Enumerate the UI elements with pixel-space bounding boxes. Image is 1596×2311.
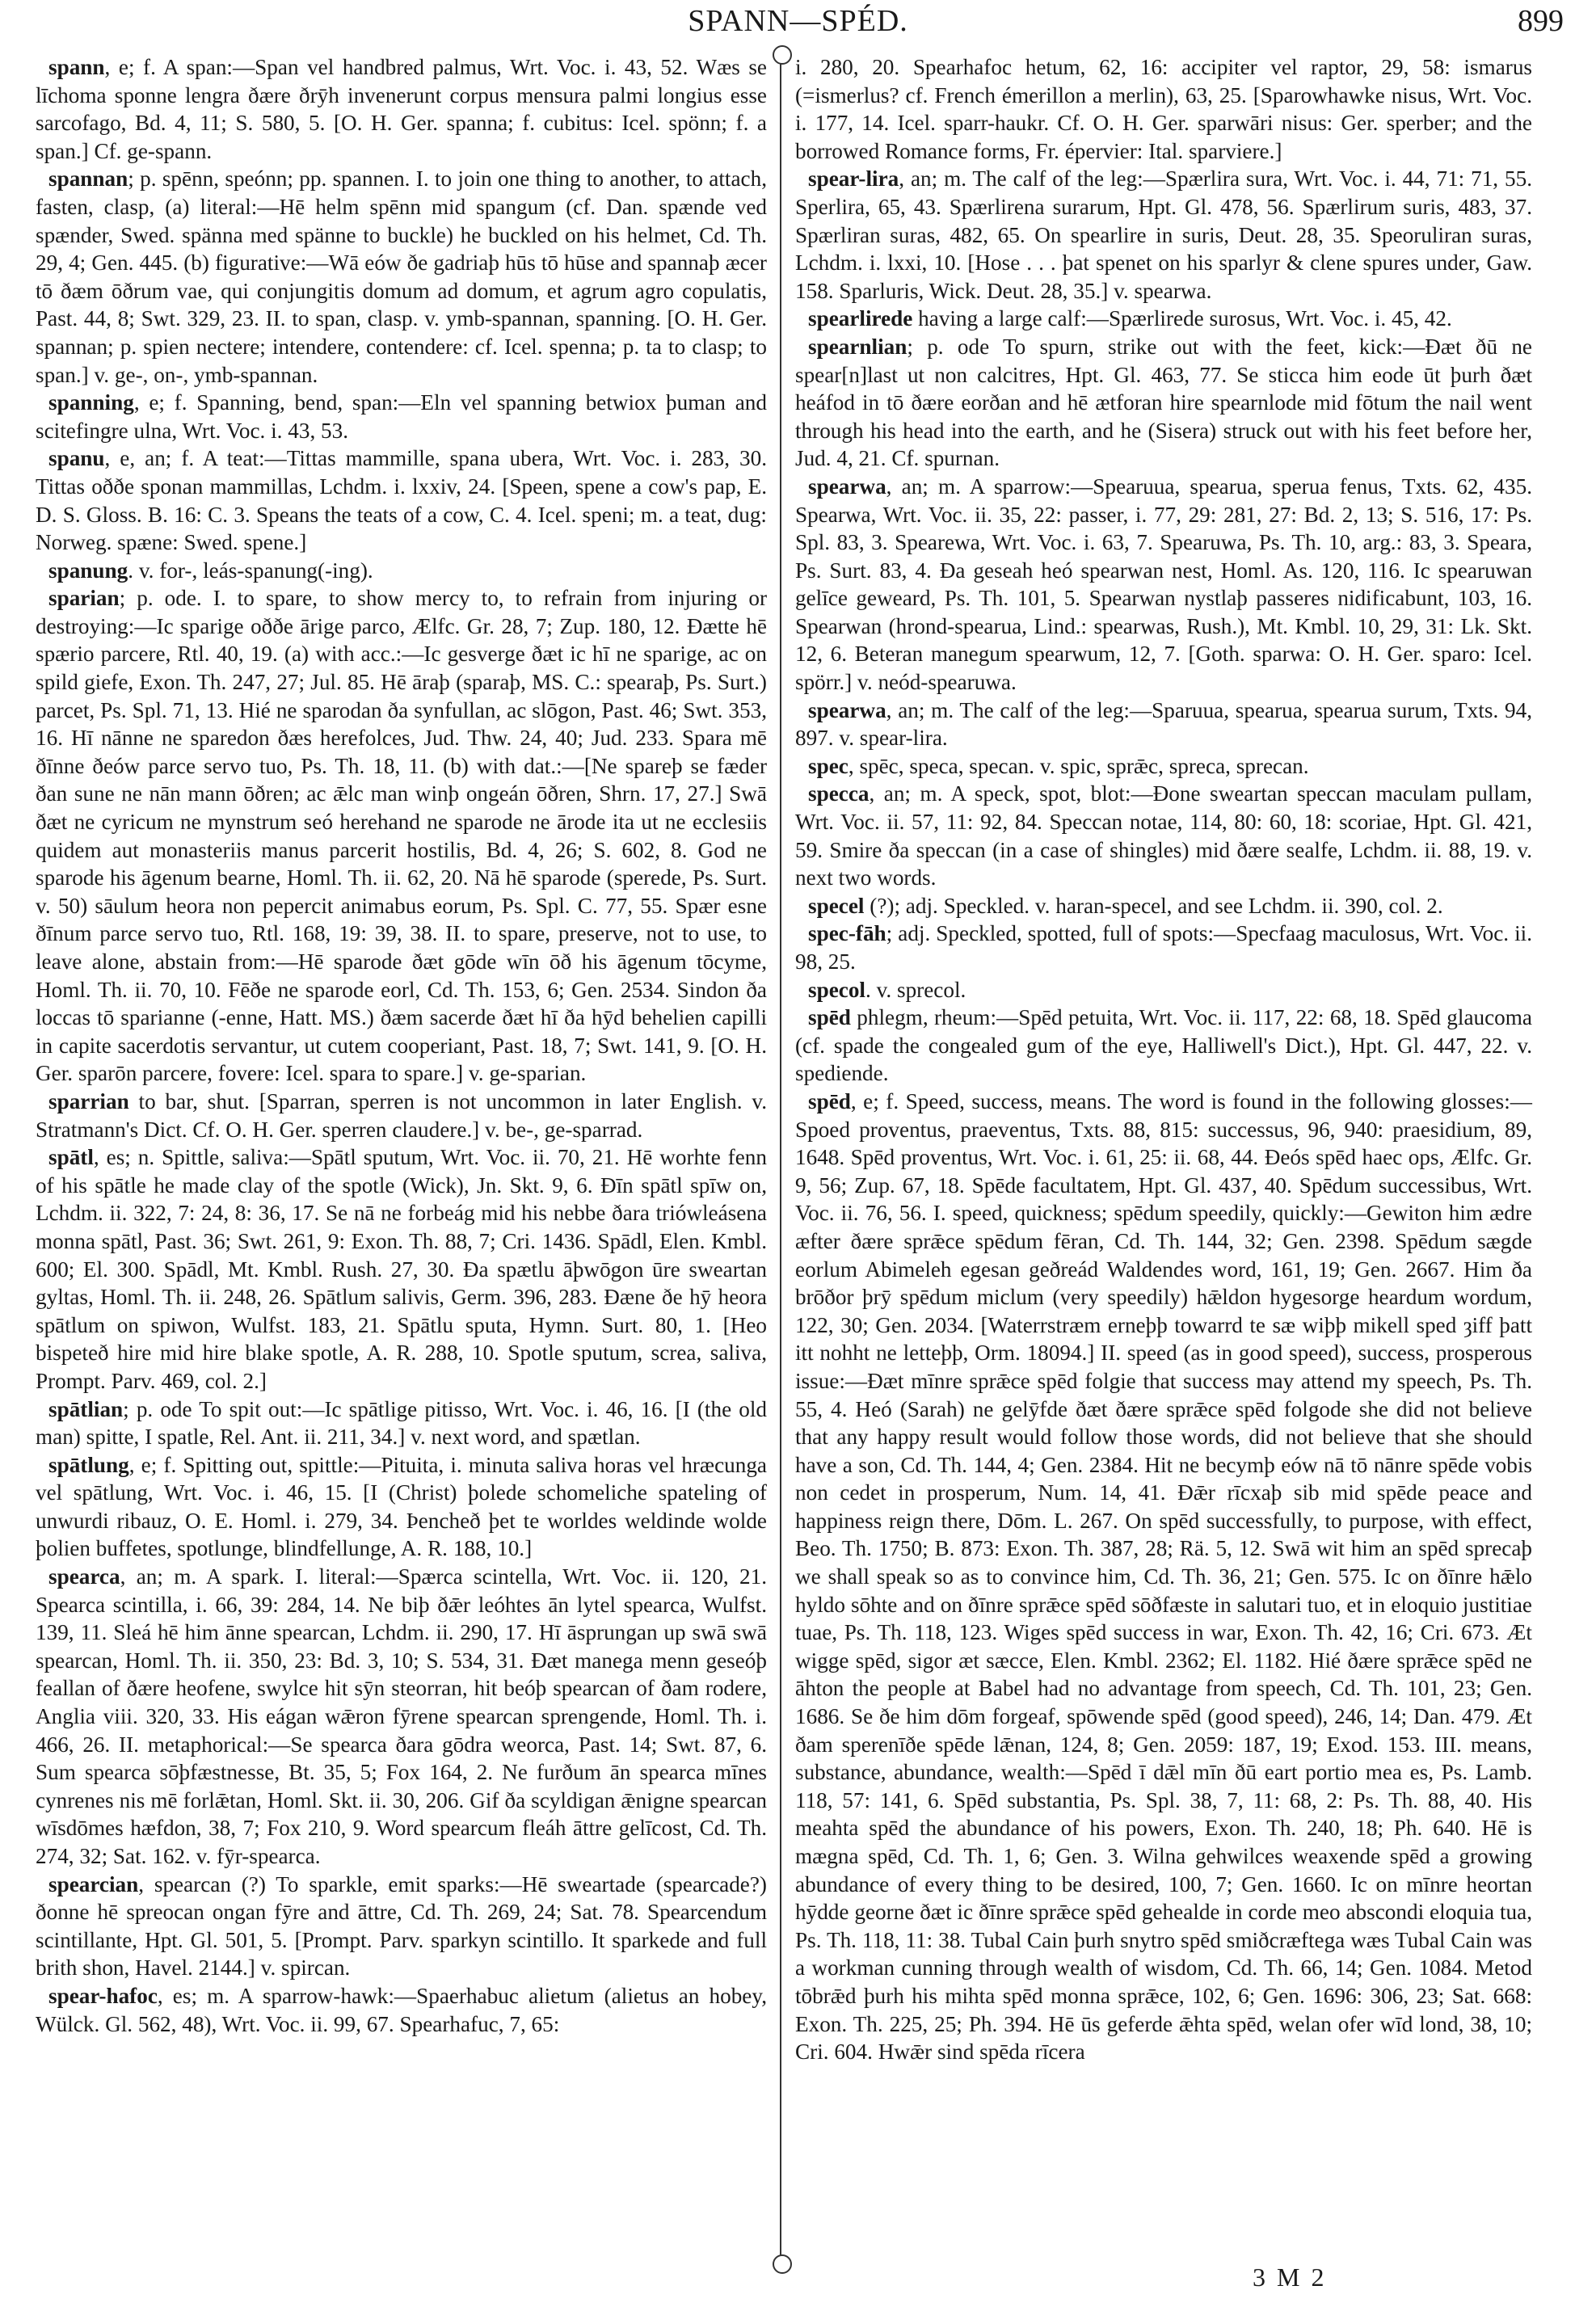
dictionary-entry	[795, 333, 1532, 473]
headword: spear-hafoc	[48, 1983, 158, 2008]
dictionary-entry	[36, 1982, 767, 2038]
headword: spearlirede	[808, 306, 913, 331]
headword: spanning	[48, 390, 134, 415]
entry-body: (?); adj. Speckled. v. haran-specel, and see Lchdm. ii. 390, col. 2.	[864, 893, 1443, 918]
headword: spātlian	[48, 1396, 124, 1421]
dictionary-entry	[36, 1143, 767, 1395]
entry-body: , an; m. A sparrow:—Spearuua, spearua, sperua fenus, Txts. 62, 435. Spearwa, Wrt. Voc. ii. 35, 22: passer, i. 77, 29: 281, 27: Bd. 2, 13; S. 516, 17: Ps. Spl. 83, 3. Spearewa, Wrt. Voc. i. 63, 7. Spearuwa, Ps. Th. 10, arg.: 83, 3. Speara, Ps. Surt. 83, 4. Ða geseah heó spearwan nest, Homl. As. 120, 116. Ic spearuwan gelīce geweard, Ps. Th. 101, 5. Spearwan nystlaþ passeres nidificabunt, 103, 16. Spearwan (hrond-spearua, Lind.: spearwas, Rush.), Mt. Kmbl. 10, 29, 31: Lk. Skt. 12, 6. Beteran manegum spearwum, 12, 7. [Goth. sparwa: O. H. Ger. sparo: Icel. spörr.] v. neód-spearuwa.	[795, 474, 1532, 695]
headword: sparrian	[48, 1088, 129, 1113]
headword: specel	[808, 893, 865, 918]
dictionary-entry	[36, 1088, 767, 1143]
headword: spanung	[48, 558, 128, 583]
dictionary-entry	[795, 1088, 1532, 2066]
entry-body: ; p. ode To spurn, strike out with the feet, kick:—Ðæt ðū ne spear[n]last ut non calcitres, Hpt. Gl. 463, 77. Se sticca him eode ūt þurh ðæt heáfod in tō ðære eorðan and hē ætforan hire spearnlode mid fōtum the nail went through his head into the earth, and he (Sisera) struck out with his feet before her, Jud. 4, 21. Cf. spurnan.	[795, 334, 1532, 471]
entry-body: , an; m. The calf of the leg:—Spærlira sura, Wrt. Voc. i. 44, 71: 71, 55. Sperlira, 65, 43. Spærlirena surarum, Hpt. Gl. 478, 56. Spærlirum suris, 483, 37. Spærliran suras, 482, 65. On spearlire in suris, Deut. 28, 35. Speoruliran suras, Lchdm. i. lxxi, 10. [Hose . . . þat spenet on his sparlyr & clene spures under, Gaw. 158. Sparluris, Wick. Deut. 28, 35.] v. spearwa.	[795, 166, 1532, 303]
entry-body: , spēc, speca, specan. v. spic, sprǣc, spreca, sprecan.	[848, 753, 1309, 778]
entry-body: , e, an; f. A teat:—Tittas mammille, spana ubera, Wrt. Voc. i. 283, 30. Tittas oððe sponan mammillas, Lchdm. i. lxxiv, 24. [Speen, spene a cow's pap, E. D. S. Gloss. B. 16: C. 3. Speans the teats of a cow, C. 4. Icel. speni; m. a teat, dug: Norweg. spæne: Swed. spene.]	[36, 446, 767, 555]
headword: spātlung	[48, 1452, 129, 1477]
dictionary-entry	[36, 53, 767, 165]
column-divider	[780, 57, 781, 2271]
headword: spearnlian	[808, 334, 907, 359]
dictionary-entry	[795, 976, 1532, 1004]
entry-body: , an; m. A spark. I. literal:—Spærca scintella, Wrt. Voc. ii. 120, 21. Spearca scintilla, i. 66, 39: 284, 14. Ne biþ ðǣr leóhtes ān lytel spearca, Wulfst. 139, 11. Sleá hē him ānne spearcan, Lchdm. ii. 290, 17. Hī āsprungan up swā swā spearcan, Homl. Th. ii. 350, 23: Bd. 3, 10; S. 534, 31. Ðæt manega menn geseóþ feallan of ðære heofene, swylce hit sȳn steorran, hit beóþ spearcan of ðam rodere, Anglia viii. 320, 33. His eágan wǣron fȳrene spearcan sprengende, Homl. Th. i. 466, 26. II. metaphorical:—Se spearca ðara gōdra weorca, Past. 14; Swt. 87, 6. Sum spearca sōþfæstnesse, Bt. 35, 5; Fox 164, 2. Ne furðum ān spearca mīnes cynrenes nis mē forlǣtan, Homl. Skt. ii. 30, 206. Gif ða scyldigan ǣnigne spearcan wīsdōmes hæfdon, 38, 7; Fox 210, 9. Word spearcum fleáh āttre gelīcost, Cd. Th. 274, 32; Sat. 162. v. fȳr-spearca.	[36, 1564, 767, 1868]
headword: spēd	[808, 1088, 851, 1113]
page-number: 899	[1518, 4, 1564, 38]
dictionary-entry	[795, 892, 1532, 920]
entry-body: , e; f. Spanning, bend, span:—Eln vel spanning betwiox þuman and scitefingre ulna, Wrt. Voc. i. 43, 53.	[36, 390, 767, 443]
right-column	[795, 53, 1532, 2066]
headword: spearwa	[808, 474, 886, 499]
headword: spēd	[808, 1005, 851, 1030]
entry-body: , e; f. A span:—Span vel handbred palmus, Wrt. Voc. i. 43, 52. Wæs se līchoma sponne lengra ðære ðrȳh invenerunt corpus mensura palmi longius esse sarcofago, Bd. 4, 11; S. 580, 5. [O. H. Ger. spanna; f. cubitus: Icel. spönn; f. a span.] Cf. ge-spann.	[36, 55, 767, 163]
dictionary-entry	[795, 165, 1532, 305]
headword: spann	[48, 55, 105, 79]
dictionary-entry	[795, 53, 1532, 165]
entry-body: ; p. ode To spit out:—Ic spātlige pitisso, Wrt. Voc. i. 46, 16. [I (the old man) spitte, I spatle, Rel. Ant. ii. 211, 34.] v. next word, and spætlan.	[36, 1396, 767, 1450]
dictionary-entry	[36, 557, 767, 585]
entry-body: , e; f. Speed, success, means. The word is found in the following glosses:—Spoed proventus, praeventus, Txts. 88, 815: successus, 96, 940: praesidium, 89, 1648. Spēd proventus, Wrt. Voc. i. 61, 25: ii. 68, 44. Ðeós spēd haec ops, Ælfc. Gr. 9, 56; Zup. 67, 18. Spēde facultatem, Hpt. Gl. 437, 40. Spēdum successibus, Wrt. Voc. ii. 76, 56. I. speed, quickness; spēdum speedily, quickly:—Gewiton him ædre æfter ðære sprǣce spēdum fēran, Cd. Th. 144, 32; Gen. 2398. Spēdum sægde eorlum Abimeleh egesan geðreád Waldendes word, 161, 19; Gen. 2667. Him ða brōðor þrȳ spēdum miclum (very speedily) hǣldon hygesorge heardum wordum, 122, 30; Gen. 2034. [Waterrstræm erneþþ towarrd te sæ wiþþ mikell sped ȝiff þatt itt nohht ne letteþþ, Orm. 18094.] II. speed (as in good speed), success, prosperous issue:—Ðæt mīnre sprǣce spēd folgie that success may attend my speech, Ps. Th. 55, 4. Heó (Sarah) ne gelȳfde ðæt ðære sprǣce spēd folgode she did not believe that any happy result would follow those words, did not believe that she should have a son, Cd. Th. 144, 4; Gen. 2384. Hit ne becymþ eów nā tō nānre spēde vobis non cedet in prosperum, Num. 14, 41. Ðǣr rīcxaþ sib mid spēde peace and happiness reign there, Dōm. L. 267. On spēd successfully, to purpose, with effect, Beo. Th. 1750; B. 873: Exon. Th. 387, 28; Rä. 5, 12. Swā wit him an spēd sprecaþ we shall speak so as to convince him, Cd. Th. 36, 21; Gen. 575. Ic on ðīnre hǣlo hyldo sōhte and on ðīnre sprǣce spēd sōðfæste in salutari tuo, et in eloquio justitiae tuae, Ps. Th. 118, 123. Wiges spēd success in war, Exon. Th. 42, 16; Cri. 673. Æt wigge spēd, sigor æt sæcce, Elen. Kmbl. 2362; El. 1182. Hié ðære sprǣce spēd ne āhton the people at Babel had no advantage from speech, Cd. Th. 101, 23; Gen. 1686. Se ðe him dōm forgeaf, spōwende spēd (good speed), 246, 14; Dan. 479. Æt ðam sperenīðe spēde lǣnan, 124, 8; Gen. 2059: 187, 19; Exod. 153. III. means, substance, abundance, wealth:—Spēd ī dǣl mīn ðū eart portio mea es, Ps. Lamb. 118, 57: 141, 6. Spēd substantia, Ps. Spl. 38, 7, 11: 68, 2: Ps. Th. 88, 40. His meahta spēd the abundance of his powers, Exon. Th. 240, 18; Ph. 640. Hē is mægna spēd, Cd. Th. 1, 6; Gen. 3. Wilna gehwilces weaxende spēd a growing abundance of every thing to be desired, 100, 7; Gen. 1660. Ic on mīnre heortan hȳdde georne ðæt ic ðīnre sprǣce spēd gehealde in corde meo abscondi eloquia tua, Ps. Th. 118, 11: 38. Tubal Cain þurh snytro spēd smiðcræftega wæs Tubal Cain was a workman cunning through wealth of wisdom, Cd. Th. 66, 14; Gen. 1084. Metod tōbrǣd þurh his mihta spēd monna sprǣce, 102, 6; Gen. 1696: 306, 23; Sat. 668: Exon. Th. 225, 25; Ph. 394. Hē ūs geferde ǣhta spēd, welan ofer wīd lond, 38, 10; Cri. 604. Hwǣr sind spēda rīcera	[795, 1088, 1532, 2065]
headword: specca	[808, 781, 870, 806]
headword: spearcian	[48, 1871, 139, 1896]
dictionary-entry	[36, 165, 767, 389]
dictionary-entry	[795, 752, 1532, 781]
headword: sparian	[48, 586, 120, 611]
headword: spear-lira	[808, 166, 899, 192]
left-column	[36, 53, 767, 2038]
signature-mark: 3 M 2	[1253, 2263, 1327, 2292]
dictionary-entry	[795, 920, 1532, 975]
dictionary-entry	[36, 389, 767, 444]
headword: spanu	[48, 446, 105, 471]
entry-body: , spearcan (?) To sparkle, emit sparks:—Hē sweartade (spearcade?) ðonne hē spreocan ongan fȳre and āttre, Cd. Th. 269, 24; Sat. 78. Spearcendum scintillante, Hpt. Gl. 501, 5. [Prompt. Parv. sparkyn scintillo. It sparkede and full brith shon, Havel. 2144.] v. spircan.	[36, 1871, 767, 1981]
headword: spec	[808, 753, 849, 778]
entry-body: phlegm, rheum:—Spēd petuita, Wrt. Voc. ii. 117, 22: 68, 18. Spēd glaucoma (cf. spade the congealed gum of the eye, Halliwell's Dict.), Hpt. Gl. 447, 22. v. spediende.	[795, 1005, 1532, 1086]
dictionary-entry	[36, 444, 767, 556]
entry-body: , an; m. A speck, spot, blot:—Ðone sweartan speccan maculam pullam, Wrt. Voc. ii. 57, 11: 92, 84. Speccan notae, 114, 80: 60, 18: scoriae, Hpt. Gl. 421, 59. Smire ða speccan (in a case of shingles) mid ðære sealfe, Lchdm. ii. 88, 19. v. next two words.	[795, 781, 1532, 890]
entry-body: i. 280, 20. Spearhafoc hetum, 62, 16: accipiter vel raptor, 29, 58: ismarus (=ismerlus? cf. French émerillon a merlin), 63, 25. [Sparowhawke nisus, Wrt. Voc. i. 177, 14. Icel. sparr-haukr. Cf. O. H. Ger. sparwāri nisus: Ger. sperber; and the borrowed Romance forms, Fr. épervier: Ital. sparviere.]	[795, 55, 1532, 163]
entry-body: ; adj. Speckled, spotted, full of spots:—Specfaag maculosus, Wrt. Voc. ii. 98, 25.	[795, 921, 1532, 974]
page-header	[32, 3, 1564, 44]
divider-ornament-top	[773, 45, 792, 65]
entry-body: to bar, shut. [Sparran, sperren is not uncommon in later English. v. Stratmann's Dict. Cf. O. H. Ger. sperren claudere.] v. be-, ge-sparrad.	[36, 1088, 767, 1142]
dictionary-entry	[795, 780, 1532, 891]
entry-body: , es; n. Spittle, saliva:—Spātl sputum, Wrt. Voc. ii. 70, 21. Hē worhte fenn of his spātle he made clay of the spotle (Wick), Jn. Skt. 9, 6. Ðīn spātl spīw on, Lchdm. ii. 322, 7: 24, 8: 36, 17. Se nā ne forbeág mid his nebbe ðara triówleásena monna spātl, Past. 36; Swt. 261, 9: Exon. Th. 88, 7; Cri. 1436. Spādl, Elen. Kmbl. 600; El. 300. Spādl, Mt. Kmbl. Rush. 27, 30. Ða spætlu āþwōgon ūre sweartan gyltas, Homl. Th. ii. 248, 26. Spātlum salivis, Germ. 396, 283. Ðæne ðe hȳ heora spātlum on spiwon, Wulfst. 183, 21. Spātlu sputa, Hymn. Surt. 80, 1. [Heo bispeteð hire mid hire blake spotle, A. R. 288, 10. Spotle sputum, screa, saliva, Prompt. Parv. 469, col. 2.]	[36, 1145, 767, 1393]
divider-ornament-bottom	[773, 2254, 792, 2274]
dictionary-entry	[36, 584, 767, 1088]
dictionary-entry	[795, 1004, 1532, 1088]
headword: spearca	[48, 1564, 120, 1589]
dictionary-entry	[36, 1451, 767, 1563]
dictionary-entry	[36, 1871, 767, 1982]
headword: specol	[808, 977, 865, 1002]
entry-body: ; p. ode. I. to spare, to show mercy to, to refrain from injuring or destroying:—Ic sparige oððe ārige parco, Ælfc. Gr. 28, 7; Zup. 180, 12. Ðætte hē spærio parcere, Rtl. 40, 19. (a) with acc.:—Ic gesverge ðæt ic hī ne sparige, ac on spild giefe, Exon. Th. 247, 27; Jul. 85. Hē āraþ (sparaþ, MS. C.: spearaþ, Ps. Surt.) parcet, Ps. Spl. 71, 13. Hié ne sparodan ða synfullan, ac slōgon, Past. 46; Swt. 353, 16. Hī nānne ne sparedon ðæs herefolces, Jud. Thw. 24, 40; Jud. 233. Spara mē ðīnne ðeów parce servo tuo, Ps. Th. 18, 11. (b) with dat.:—[Ne spareþ se fæder ðan sune ne nān mann ōðren; ac ǣlc man winþ ongeán ōðren, Shrn. 17, 27.] Swā ðæt ne cyricum ne mynstrum seó herehand ne sparode ne ārode ita ut ne ecclesiis quidem aut monasteriis manus parcerit hostilis, Bd. 4, 26; S. 602, 8. God ne sparode his āgenum bearne, Homl. Th. ii. 62, 20. Nā hē sparode (sperede, Ps. Surt. v. 50) sāulum heora non pepercit animabus eorum, Ps. Spl. C. 77, 55. Spær esne ðīnum parce servo tuo, Rtl. 168, 19: 39, 38. II. to spare, preserve, not to use, to leave alone, abstain from:—Hē sparode ðæt gōde wīn ōð his āgenum tōcyme, Homl. Th. ii. 70, 10. Fēðe ne sparode eorl, Cd. Th. 153, 6; Gen. 2534. Sindon ða loccas tō sparianne (-enne, Hatt. MS.) ðæm sacerde ðæt hī ða hȳd behelien capilli in capite sacerdotis servantur, ut cutem cooperiant, Past. 18, 7; Swt. 141, 9. [O. H. Ger. sparōn parcere, fovere: Icel. spara to spare.] v. ge-sparian.	[36, 586, 767, 1086]
dictionary-entry	[36, 1563, 767, 1871]
entry-body: , an; m. The calf of the leg:—Sparuua, spearua, spearua surum, Txts. 94, 897. v. spear-lira.	[795, 697, 1532, 751]
dictionary-entry	[795, 473, 1532, 697]
entry-body: . v. sprecol.	[865, 977, 966, 1002]
dictionary-entry	[36, 1395, 767, 1451]
headword: spannan	[48, 166, 128, 192]
entry-body: ; p. spēnn, speónn; pp. spannen. I. to join one thing to another, to attach, fasten, clasp, (a) literal:—Hē helm spēnn mid spangum (cf. Dan. spænde ved spænder, Swed. spänna med spänne to buckle) he buckled on his helmet, Cd. Th. 29, 4; Gen. 445. (b) figurative:—Wā eów ðe gadriaþ hūs tō hūse and spannaþ æcer tō ðæm ōðrum vae, qui conjungitis domum ad domum, et agrum agro copulatis, Past. 44, 8; Swt. 329, 23. II. to span, clasp. v. ymb-spannan, spanning. [O. H. Ger. spannan; p. spien nectere; intendere, contendere: cf. Icel. spenna; p. ta to clasp; to span.] v. ge-, on-, ymb-spannan.	[36, 166, 767, 387]
entry-body: , es; m. A sparrow-hawk:—Spaerhabuc alietum (alietus an hobey, Wülck. Gl. 562, 48), Wrt. Voc. ii. 99, 67. Spearhafuc, 7, 65:	[36, 1983, 767, 2036]
headword: spātl	[48, 1145, 94, 1170]
entry-body: having a large calf:—Spærlirede surosus, Wrt. Voc. i. 45, 42.	[912, 306, 1452, 331]
dictionary-entry	[795, 697, 1532, 752]
headword: spec-fāh	[808, 921, 886, 946]
headword: spearwa	[808, 697, 886, 722]
entry-body: . v. for-, leás-spanung(-ing).	[128, 558, 373, 583]
dictionary-entry	[795, 305, 1532, 333]
entry-body: , e; f. Spitting out, spittle:—Pituita, i. minuta saliva horas vel hræcunga vel spātlung, Wrt. Voc. i. 46, 15. [I (Christ) þolede schomeliche spateling of unwurdi ribauz, O. E. Homl. i. 279, 34. Þencheð þet te worldes weldinde wolde þolien buffetes, spotlunge, blindfellunge, A. R. 188, 10.]	[36, 1452, 767, 1561]
running-title: SPANN—SPÉD.	[688, 4, 908, 38]
